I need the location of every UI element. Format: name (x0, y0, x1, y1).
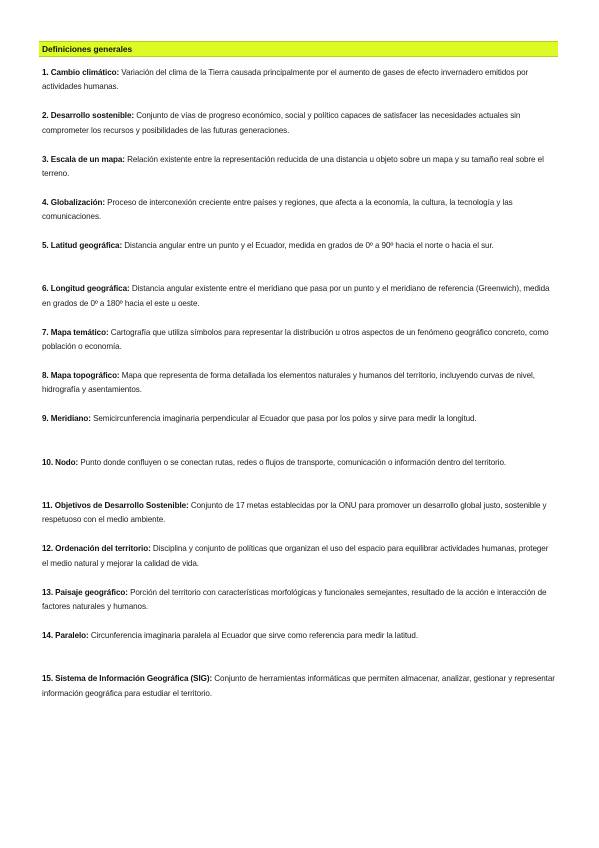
definition-text: Conjunto de vías de progreso económico, social y político capaces de satisfacer las necesidades actuales sin comprometer los recursos y posibilidades de las futuras generaciones. (42, 111, 521, 135)
definition-text: Proceso de interconexión creciente entre países y regiones, que afecta a la economía, la cultura, la tecnología y las comunicaciones. (42, 197, 513, 222)
definition-term: 8. Mapa topográfico: (42, 371, 120, 381)
definition-text: Conjunto de 17 metas establecidas por la ONU para promover un desarrollo global justo, sostenible y respetuoso con el medio ambiente. (42, 500, 547, 525)
definition-term: 1. Cambio climático: (42, 68, 120, 77)
definition-term: 15. Sistema de Información Geográfica (SIG): (42, 674, 213, 684)
definition-item (42, 456, 555, 485)
definition-term: 11. Objetivos de Desarrollo Sostenible: (42, 500, 189, 510)
definition-term: 14. Paralelo: (42, 630, 89, 640)
definitions-list (42, 66, 555, 715)
section-header-band (39, 41, 558, 57)
definition-item (42, 109, 555, 138)
definition-item (42, 412, 555, 441)
definition-text: Mapa que representa de forma detallada los elementos naturales y humanos del territorio, incluyendo curvas de nivel, hidrografía y asentamientos. (42, 371, 535, 395)
definition-item (42, 499, 555, 528)
definition-term: 12. Ordenación del territorio: (42, 544, 151, 554)
definition-term: 6. Longitud geográfica: (42, 284, 130, 294)
definition-text: Conjunto de herramientas informáticas que permiten almacenar, analizar, gestionar y representar información geográfica para estudiar el territorio. (42, 674, 555, 698)
section-title: Definiciones generales (42, 44, 133, 54)
definition-text: Relación existente entre la representación reducida de una distancia u objeto sobre un mapa y su tamaño real sobre el terreno. (42, 154, 544, 178)
definition-text: Circunferencia imaginaria paralela al Ecuador que sirve como referencia para medir la latitud. (90, 630, 419, 640)
definition-term: 5. Latitud geográfica: (42, 241, 123, 251)
definition-item (42, 196, 555, 225)
definition-item (42, 66, 555, 95)
definition-text: Distancia angular existente entre el meridiano que pasa por un punto y el meridiano de referencia (Greenwich), medida en grados de 0º a 180º hacia el este u oeste. (42, 284, 550, 308)
definition-text: Variación del clima de la Tierra causada principalmente por el aumento de gases de efecto invernadero emitidos por actividades humanas. (42, 68, 529, 92)
definition-item (42, 586, 555, 615)
definition-text: Porción del territorio con características morfológicas y funcionales semejantes, resultado de la acción e interacción de factores naturales y humanos. (42, 587, 547, 611)
definition-term: 2. Desarrollo sostenible: (42, 111, 135, 121)
definition-term: 10. Nodo: (42, 457, 79, 467)
definition-term: 13. Paisaje geográfico: (42, 587, 128, 597)
definition-text: Distancia angular entre un punto y el Ecuador, medida en grados de 0º a 90º hacia el norte o hacia el sur. (124, 241, 494, 251)
definition-text: Disciplina y conjunto de políticas que organizan el uso del espacio para equilibrar actividades humanas, proteger el medio natural y mejorar la calidad de vida. (42, 544, 549, 568)
definition-item (42, 282, 555, 311)
definition-text: Cartografía que utiliza símbolos para representar la distribución u otros aspectos de un fenómeno geográfico concreto, como población o economía. (42, 327, 549, 352)
definition-item (42, 153, 555, 182)
definition-term: 7. Mapa temático: (42, 327, 109, 337)
definition-term: 3. Escala de un mapa: (42, 154, 125, 164)
definition-term: 9. Meridiano: (42, 414, 91, 424)
definition-term: 4. Globalización: (42, 197, 105, 207)
definition-item (42, 542, 555, 571)
definition-item (42, 672, 555, 701)
definition-item (42, 629, 555, 658)
definition-text: Semicircunferencia imaginaria perpendicular al Ecuador que pasa por los polos y sirve para medir la longitud. (93, 414, 477, 424)
definition-item (42, 326, 555, 355)
definition-item (42, 369, 555, 398)
definition-item (42, 239, 555, 268)
definition-text: Punto donde confluyen o se conectan rutas, redes o flujos de transporte, comunicación o información dentro del territorio. (80, 457, 507, 467)
